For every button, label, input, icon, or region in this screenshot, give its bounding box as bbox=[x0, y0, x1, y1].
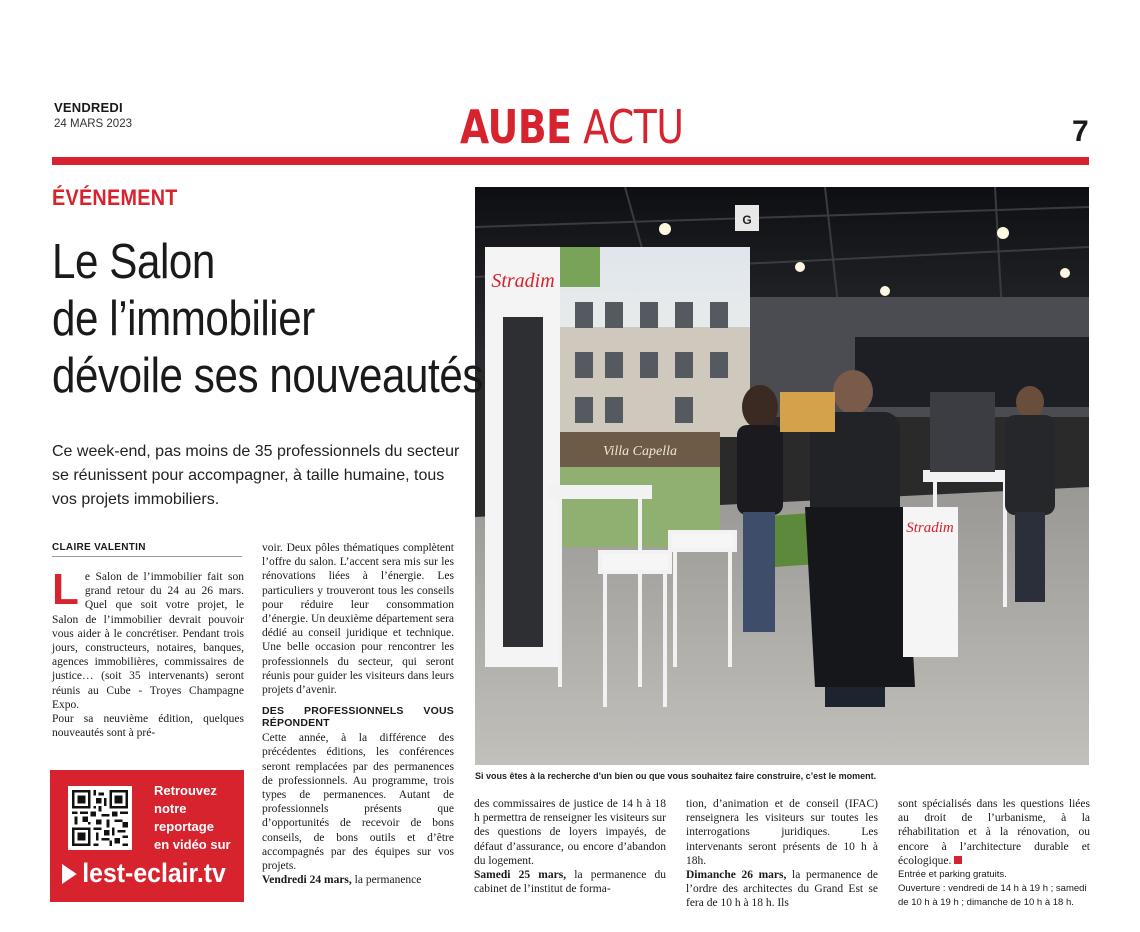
page-number: 7 bbox=[1072, 115, 1089, 148]
article-paragraph bbox=[262, 873, 454, 887]
stand-sign-brand: Stradim bbox=[491, 270, 555, 292]
article-headline bbox=[52, 234, 534, 405]
counter-sign-brand: Stradim bbox=[906, 520, 954, 536]
video-promo-box[interactable] bbox=[50, 770, 244, 902]
play-icon bbox=[62, 864, 77, 884]
article-column-4 bbox=[686, 797, 878, 911]
article-byline: CLAIRE VALENTIN bbox=[52, 542, 146, 553]
column-text: la permanence du cabinet de l’institut de forma- bbox=[474, 869, 666, 896]
article-standfirst: Ce week-end, pas moins de 35 professionnels du secteur se réunissent pour accompagner, à taille humaine, tous vos projets immobiliers. bbox=[52, 443, 460, 508]
article-paragraph bbox=[474, 868, 666, 896]
article-paragraph: voir. Deux pôles thématiques complètent l’offre du salon. L’accent sera mis sur les rénovations liées à l’énergie. Les particuliers y trouveront tous les conseils pour réduire leur consommation d’énergie. Un deuxième département sera dédié au conseil juridique et technique. Une belle occasion pour rencontrer les professionnels du secteur, qui seront réunis pour guider les visiteurs dans leurs projets d’avenir. bbox=[262, 542, 454, 697]
article-paragraph: Cette année, à la différence des précédentes éditions, les conférences seront remplacées par des permanences de professionnels. Au programme, trois types de permanences. Autant de professionnels présents que d’opportunités de recevoir de bons conseils, de bons outils et d’être accompagnés par des équipes sur vos projets. bbox=[262, 732, 454, 873]
article-paragraph: des commissaires de justice de 14 h à 18 h permettra de renseigner les visiteurs sur des questions de loyers impayés, de défaut d’assurance, ou encore d’abandon du logement. bbox=[474, 798, 666, 867]
column-text: la permanence bbox=[351, 874, 422, 887]
header-date: 24 MARS 2023 bbox=[54, 118, 132, 130]
article-column-5 bbox=[898, 797, 1090, 910]
article-subhead: DES PROFESSIONNELS VOUS RÉPONDENT bbox=[262, 705, 454, 730]
date-bold: Samedi 25 mars, bbox=[474, 869, 567, 882]
article-paragraph bbox=[898, 797, 1090, 868]
promo-brand-label: lest-eclair.tv bbox=[82, 858, 226, 888]
column-text: la permanence de l’ordre des architectes du Grand Est se fera de 10 h à 18 h. Ils bbox=[686, 869, 878, 910]
section-title-strong: AUBE bbox=[460, 100, 572, 154]
promo-text-line: reportage bbox=[154, 819, 214, 834]
headline-line: Le Salon bbox=[52, 235, 215, 289]
promo-text-line: notre bbox=[154, 801, 187, 816]
article-paragraph: tion, d’animation et de conseil (IFAC) renseignera les visiteurs sur toutes les interrogations juridiques. Les intervenants seront présents de 10 h à 18h. bbox=[686, 798, 878, 867]
promo-text-line: Retrouvez bbox=[154, 783, 217, 798]
article-paragraph: Pour sa neuvième édition, quelques nouveautés sont à pré- bbox=[52, 713, 244, 740]
promo-text-line: en vidéo sur bbox=[154, 837, 231, 852]
byline-rule bbox=[52, 556, 242, 557]
section-title-light: ACTU bbox=[583, 100, 684, 154]
header-rule bbox=[52, 157, 1089, 165]
practical-info-hours: Ouverture : vendredi de 14 h à 19 h ; samedi de 10 h à 19 h ; dimanche de 10 h à 18 h. bbox=[898, 883, 1087, 909]
photo-caption: Si vous êtes à la recherche d’un bien ou que vous souhaitez faire construire, c’est le moment. bbox=[475, 771, 877, 781]
column-text: sont spécialisés dans les questions liées au droit de l’urbanisme, à la réhabilitation et à la rénovation, ou encore à l’architecture durable et écologique. bbox=[898, 798, 1090, 867]
qr-code-icon[interactable] bbox=[68, 786, 132, 850]
article-paragraph bbox=[52, 565, 244, 712]
article-column-3 bbox=[474, 797, 666, 896]
section-title bbox=[460, 100, 684, 154]
header-day: VENDREDI bbox=[54, 100, 123, 115]
villa-banner: Villa Capella bbox=[602, 444, 678, 459]
article-photo bbox=[475, 187, 1089, 765]
article-column-1 bbox=[52, 565, 244, 740]
drop-cap: L bbox=[52, 565, 79, 614]
aisle-sign: G bbox=[742, 213, 752, 227]
date-bold: Vendredi 24 mars, bbox=[262, 874, 352, 887]
date-bold: Dimanche 26 mars, bbox=[686, 869, 787, 882]
article-column-2 bbox=[262, 541, 454, 887]
end-mark-icon bbox=[954, 856, 962, 864]
column-text: e Salon de l’immobilier fait son grand retour du 24 au 26 mars. Quel que soit votre projet, le Salon de l’immobilier devrait pouvoir vous aider à le concrétiser. Pendant trois jours, constructeurs, notaires, banques, agences immobilières, commissaires de justice… (soit 35 intervenants) seront réunis au Cube - Troyes Champagne Expo. bbox=[52, 571, 244, 711]
promo-text bbox=[154, 782, 242, 854]
headline-line: dévoile ses nouveautés bbox=[52, 349, 483, 403]
headline-line: de l’immobilier bbox=[52, 292, 315, 346]
practical-info-entry: Entrée et parking gratuits. bbox=[898, 869, 1007, 881]
article-kicker: ÉVÉNEMENT bbox=[52, 185, 178, 210]
article-paragraph bbox=[686, 868, 878, 911]
promo-brand-link[interactable] bbox=[62, 858, 226, 889]
